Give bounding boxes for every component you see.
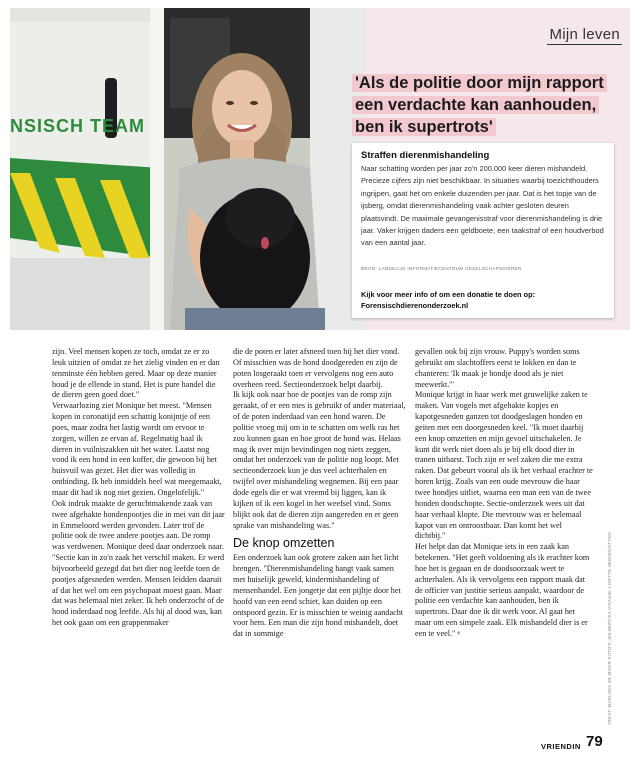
hero-photo-illustration [10,8,365,330]
paragraph: Een onderzoek kan ook grotere zaken aan het licht brengen. "Dierenmishandeling hangt vaak samen met huiselijk geweld, kindermishandeling of mensenhandel. Een jongetje dat een pijltje door het hoofd van een eend schiet, kan duiden op een ontspoord gezin. Er is misschien te weinig aandacht voor hem. Een man die zijn hond mishandelt, doet dat in sommige [233,553,404,639]
hero-photo [10,8,365,330]
info-box-title: Straffen dierenmishandeling [361,150,490,161]
info-box [352,143,614,318]
article-column-3 [415,347,593,640]
paragraph: Verwaarlozing ziet Monique het meest. "Mensen kopen in coronatijd een schattig konijntje of een poes, maar zodra het lastig wordt om ervoor te zorgen, willen ze ervan af. Regelmatig haal ik dieren in vuilniszakken uit het water. Laatst nog vond ik een hond in een koffer, die gewoon bij het huisvuil was gezet. Het dier was volledig in ontbinding. Ik heb inmiddels heel wat meegemaakt, maar dit had ik nog niet gezien. Ongelofelijk." [52,401,222,497]
magazine-name: VRIENDIN [541,742,581,751]
pull-quote-text: 'Als de politie door mijn rapport een verdachte kan aanhouden, ben ik supertrots' [352,74,607,136]
paragraph: Het helpt dan dat Monique iets in een zaak kan betekenen. "Het geeft voldoening als ik erachter kom hoe het is gegaan en de doodsoorzaak weet te achterhalen. Als ik vervolgens een rapport maak dat de officier van justitie serieus aanpakt, waardoor de politie een verdachte kan aanhouden, ben ik supertrots. Daar doe ik dit werk voor. Al gaat het maar om een simpele zaak. Elk mishandeld dier is er een te veel." ᵠ [415,542,590,638]
photo-credits [599,532,612,725]
van-lettering: NSISCH TEAM [10,116,146,136]
section-label: Mijn leven [549,26,620,43]
page-number: 79 [586,733,603,750]
info-box-text: Naar schatting worden per jaar zo'n 200.000 keer dieren mishandeld. Precieze cijfers zijn niet beschikbaar. In situaties waarbij toezichthouders ingrijpen, gaat het om enkele duizenden per jaar. Dat is het topje van de ijsberg, omdat dierenmishandeling vaak achter gesloten deuren plaatsvindt. De maximale gevangenisstraf voor dierenmishandeling is drie jaar. Vaker krijgen daders een geldboete, een taakstraf of een houdverbod van een aantal jaar. [361,164,604,248]
article-column-1 [52,347,225,629]
info-box-website-link[interactable]: Forensischdierenonderzoek.nl [361,301,469,310]
paragraph: Ook indruk maakte de geruchtmakende zaak van twee afgehakte hondenpootjes die in mei van dit jaar in Emmeloord werden gevonden. Later trof de politie ook de twee andere pootjes aan. De romp was verdwenen. Monique deed daar onderzoek naar. "Sectie kan in zo'n zaak het verschil maken. Er werd bijvoorbeeld gezegd dat het dier nog leefde toen de pootjes afgesneden werden. Mensen leidden daaruit af dat het wel om een psychopaat moest gaan. Maar dat was helemaal niet zeker. Ik heb onderzocht of de hond inderdaad nog leefde. Als hij al dood was, kan het ook gaan om een grappenmaker [52,498,225,628]
info-box-source: BRON: LANDELIJK INFORMATIECENTRUM GEZELSCHAPSDIEREN [361,266,522,271]
paragraph: Monique krijgt in haar werk met gruwelijke zaken te maken. Van vogels met afgehakte kopjes en kapotgesneden ganzen tot doodgeslagen honden en geiten met een doorgesneden keel. "Ik moet daarbij een knop omzetten en mijn gevoel uitschakelen. Je kunt dit werk niet doen als je bij elk dood dier in tranen uitbarst. Toch zijn er wel zaken die me extra raken. Dat gebeurt vooral als ik het verhaal erachter te horen krijg. Zoals van een oude mevrouw die haar twee hondjes uitliet, waarna een man een van de twee honden doodschopte. Sectie-onderzoek wees uit dat haar verhaal klopte. Die mevrouw was er helemaal kapot van en ontroostbaar. Dan komt het wel dichtbij." [415,390,593,541]
paragraph: die de poten er later afsneed toen hij het dier vond. Of misschien was de hond doodgereden en zijn de poten losgeraakt toen er vervolgens nog een auto overheen reed. Sectieonderzoek helpt daarbij. [233,347,400,389]
info-box-cta-line: Kijk voor meer info of om een donatie te doen op: [361,290,536,299]
article-column-2 [233,347,408,640]
subheading: De knop omzetten [233,536,335,551]
paragraph: Ik kijk ook naar hoe de pootjes van de romp zijn geraakt, of er een mes is gebruikt of ander materiaal, of de poten inderdaad van een hond waren. De politie vroeg mij om in te schatten om welk ras het zou kunnen gaan en hoe groot de hond was. Helaas mag ik over mijn bevindingen nog niets zeggen, omdat het onderzoek van de politie nog loopt. Met sectieonderzoek kun je dus veel achterhalen en twijfel over mishandeling wegnemen. Bij een paar dode egels die er wat vreemd bij liggen, kan ik kijken of ik een kogel in het weefsel vind. Soms blijkt ook dat de dieren zijn aangereden en er geen sprake van mishandeling was." [233,390,406,530]
pull-quote [352,72,622,138]
credits-text: TEKST: MARLOES DE MOOR FOTO'S: WILBERT/KA VISAGIE: LISETTE HENNIS/OTTEN [607,532,612,725]
paragraph: zijn. Veel mensen kopen ze toch, omdat ze er zo leuk uitzien of omdat ze het zielig vinden en er dan tenminste één hebben gered. Maar op deze manier houd je de ellende in stand. Het is pure handel die de dieren geen goed doet." [52,347,220,400]
info-box-cta [361,289,607,311]
paragraph: gevallen ook bij zijn vrouw. Puppy's worden soms gebruikt om slachtoffers eerst te lokken en dan te chanteren: 'Ik maak je hondje dood als je niet meewerkt.'" [415,347,580,389]
